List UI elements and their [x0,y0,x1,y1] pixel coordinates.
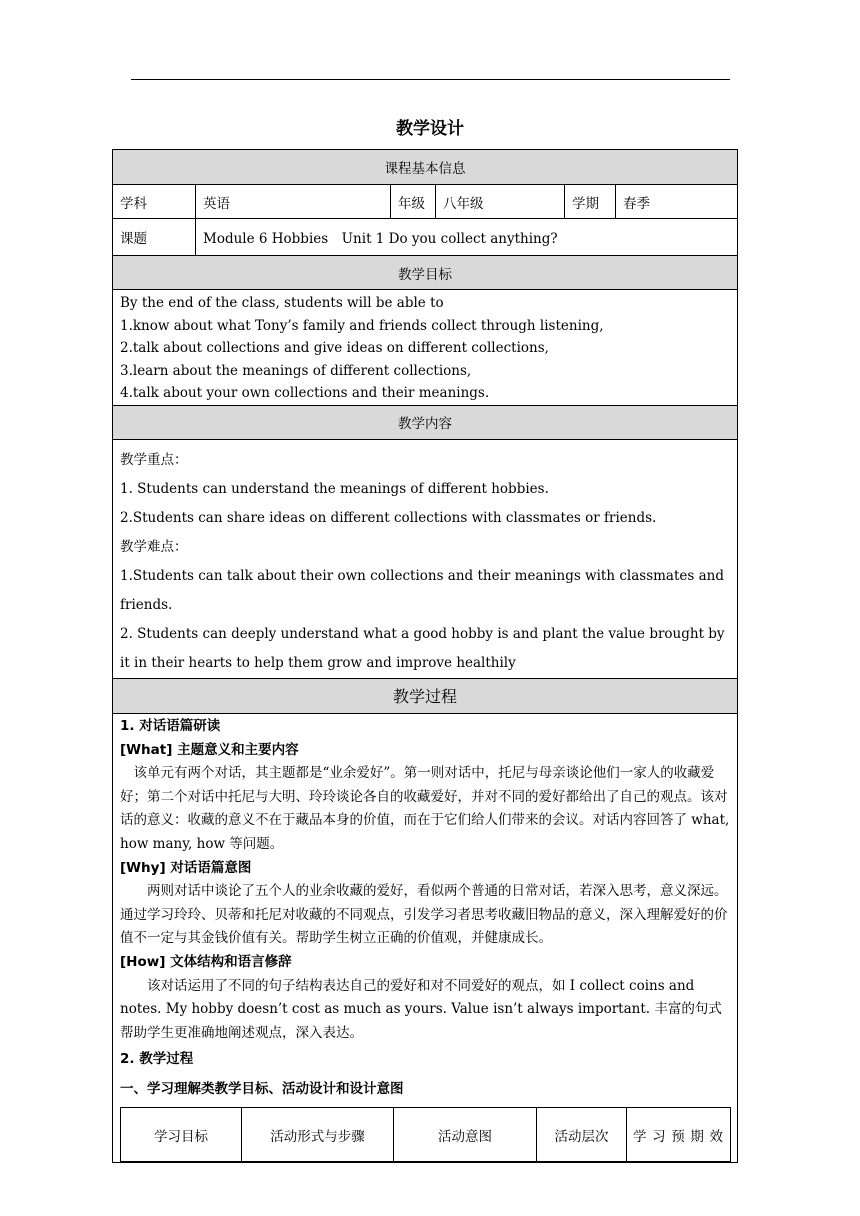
column-header: 学习预期效 [627,1108,731,1162]
activity-table [120,1107,731,1162]
why-heading: [Why] 对话语篇意图 [120,859,252,876]
lesson-plan-table [112,149,738,1163]
what-heading: [What] 主题意义和主要内容 [120,741,299,758]
reading-heading: 1. 对话语篇研读 [120,717,221,734]
header-rule [131,79,730,80]
content-header-row [113,405,738,439]
activity-design-heading: 一、学习理解类教学目标、活动设计和设计意图 [120,1080,404,1097]
objective-line: By the end of the class, students will be able to [120,295,444,311]
process-row [113,713,738,1163]
how-heading: [How] 文体结构和语言修辞 [120,953,292,970]
process-title: 教学过程 [113,678,738,713]
grade-label: 年级 [391,185,436,219]
content-row [113,439,738,678]
objective-line: 1.know about what Tony’s family and friends collect through listening, [120,317,604,334]
objective-line: 2.talk about collections and give ideas on different collections, [120,340,549,357]
column-header: 活动层次 [537,1108,627,1162]
what-paragraph: 该单元有两个对话，其主题都是“业余爱好”。第一则对话中，托尼与母亲谈论他们一家人的收藏爱好；第二个对话中托尼与大明、玲玲谈论各自的收藏爱好，并对不同的爱好都给出了自己的观点。该对话的意义：收藏的意义不在于藏品本身的价值，而在于它们给人们带来的会议。对话内容回答了 what, how many, how 等问题。 [120,765,730,852]
basic-info-title: 课程基本信息 [113,150,738,185]
grade-value: 八年级 [436,185,565,219]
key-point: 2.Students can share ideas on different collections with classmates or friends. [120,509,657,526]
topic-label: 课题 [113,219,196,256]
document-title: 教学设计 [396,119,464,139]
objectives-title: 教学目标 [113,256,738,290]
content-body [113,439,738,678]
term-label: 学期 [565,185,616,219]
difficult-point: 1.Students can talk about their own collections and their meanings with classmates and friends. [120,567,724,613]
column-header: 学习目标 [121,1108,242,1162]
objectives-body [113,290,738,406]
subject-label: 学科 [113,185,196,219]
topic-row [113,219,738,256]
content-title: 教学内容 [113,405,738,439]
subject-row [113,185,738,219]
objective-line: 3.learn about the meanings of different collections, [120,362,472,379]
activity-table-header-row [121,1108,731,1162]
subject-value: 英语 [196,185,391,219]
why-paragraph: 两则对话中谈论了五个人的业余收藏的爱好，看似两个普通的日常对话，若深入思考，意义深远。通过学习玲玲、贝蒂和托尼对收藏的不同观点，引发学习者思考收藏旧物品的意义，深入理解爱好的价值不一定与其金钱价值有关。帮助学生树立正确的价值观，并健康成长。 [120,883,728,947]
difficult-points-label: 教学难点： [120,538,188,555]
process-heading: 2. 教学过程 [120,1051,194,1068]
process-header-row [113,678,738,713]
objective-line: 4.talk about your own collections and their meanings. [120,385,490,402]
basic-info-header-row [113,150,738,185]
column-header: 活动形式与步骤 [242,1108,394,1162]
key-point: 1. Students can understand the meanings of different hobbies. [120,480,549,497]
column-header: 活动意图 [394,1108,537,1162]
difficult-point: 2. Students can deeply understand what a good hobby is and plant the value brought by it in their hearts to help them grow and improve healthily [120,625,725,671]
topic-value: Module 6 Hobbies Unit 1 Do you collect anything? [196,219,738,256]
objectives-header-row [113,256,738,290]
how-paragraph: 该对话运用了不同的句子结构表达自己的爱好和对不同爱好的观点，如 I collect coins and notes. My hobby doesn’t cost as much as yours. Value isn’t always important. 丰富的句式帮助学生更准确地阐述观点，深入表达。 [120,977,722,1041]
term-value: 春季 [616,185,738,219]
process-body [113,713,738,1163]
key-points-label: 教学重点： [120,451,188,468]
objectives-row [113,290,738,406]
